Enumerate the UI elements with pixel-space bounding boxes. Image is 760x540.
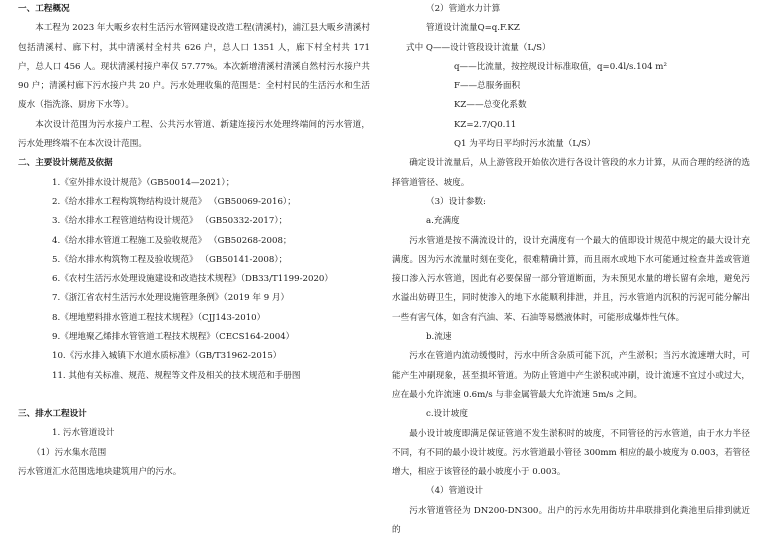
norm-item: 4.《给水排水管道工程施工及验收规范》 （GB50268-2008； [52,235,292,246]
norm-item: 2.《给水排水工程构筑物结构设计规范》 （GB50069-2016）； [52,196,296,207]
norm-item: 7.《浙江省农村生活污水处理设施管理条例》（2019 年 9 月） [52,293,290,304]
subsection-heading: （3）设计参数: [426,196,486,207]
formula-line: 式中 Q——设计管段设计流量（L/S） [406,42,551,53]
section-3-title: 三、排水工程设计 [18,408,87,419]
norm-item: 3.《给水排水工程管道结构设计规范》 （GB50332-2017）； [52,216,288,227]
body-text: 污水管道管径为 DN200-DN300。出户的污水先用街坊井串联排到化粪池里后排到就近的 [392,505,750,536]
norm-item: 6.《农村生活污水处理设施建设和改造技术规程》（DB33/T1199-2020） [52,274,333,285]
formula-line: 管道设计流量Q=q.F.KZ [426,23,520,34]
norm-item: 11. 其他有关标准、规范、规程等文件及相关的技术规范和手册图 [52,370,301,381]
body-text: 确定设计流量后，从上游管段开始依次进行各设计管段的水力计算，从而合理的经济的选择管道管径、坡度。 [392,158,750,188]
subsection-heading: （4）管道设计 [426,486,484,497]
section-1-paragraph-2: 本次设计范围为污水接户工程、公共污水管道、新建连接污水处理终端间的污水管道，污水处理终端不在本次设计范围。 [18,119,370,150]
norms-list [18,174,370,386]
body-text: 污水管道汇水范围选地块建筑用户的污水。 [18,466,182,477]
subsection-heading: a.充满度 [426,216,460,227]
formula-line: KZ——总变化系数 [454,100,527,111]
formula-line: Q1 为平均日平均时污水流量（L/S） [454,139,596,150]
subsection-heading: （1）污水集水范围 [32,447,107,458]
spacer [18,386,370,405]
body-text: 最小设计坡度即满足保证管道不发生淤积时的坡度，不同管径的污水管道，由于水力半径不同，有不同的最小设计坡度。污水管道最小管径 300mm 相应的最小坡度为 0.003，若管径增大，相应于该管径的最小坡度小于 0.003。 [392,428,750,478]
norm-item: 9.《埋地聚乙烯排水管管道工程技术规程》（CECS164-2004） [52,332,295,343]
body-text: 污水管道是按不满流设计的，设计充满度有一个最大的值即设计规范中规定的最大设计充满度。因为污水流量时刻在变化，很难精确计算，而且雨水或地下水可能通过检查井盖或管道接口渗入污水管道，因此有必要保留一部分管道断面，为未预见水量的增长留有余地，避免污水溢出妨碍卫生，同时使渗入的地下水能顺利排泄，并且，污水管道内沉积的污泥可能分解出一些有害气体，如含有汽油、苯、石油等易燃液体时，可能形成爆炸性气体。 [392,235,750,323]
norm-item: 1.《室外排水设计规范》（GB50014—2021）； [52,177,235,188]
subsection-heading: b.流速 [426,332,452,343]
left-column [18,0,370,482]
section-1-paragraph-1: 本工程为 2023 年大畈乡农村生活污水管网建设改造工程(清溪村)，浦江县大畈乡清溪村包括清溪村、廊下村，其中清溪村全村共 626 户，总人口 1351 人，廊下村全村共 171 户，总人口 456 人。现状清溪村接户率仅 57.77%。本次新增清溪村清溪自然村污水接户共 90 户；清溪村廊下污水接户共 20 户。污水处理收集的范围是：全村村民的生活污水和生活废水（指洗涤、厨房下水等）。 [18,23,371,111]
section-1-title: 一、工程概况 [18,4,70,14]
norm-item: 5.《给水排水构筑物工程及验收规范》 （GB50141-2008）； [52,254,288,265]
subsection-heading: （2）管道水力计算 [426,4,501,14]
right-column [392,0,750,540]
body-text: 污水在管道内流动缓慢时，污水中所含杂质可能下沉，产生淤积；当污水流速增大时，可能产生冲刷现象，甚至损坏管道。为防止管道中产生淤积或冲刷，设计流速不宜过小或过大，应在最小允许流速 0.6m/s 与非金属管最大允许流速 5m/s 之间。 [392,351,750,400]
norm-item: 10.《污水排入城镇下水道水质标准》（GB/T31962-2015） [52,351,282,362]
subsection-heading: 1. 污水管道设计 [52,428,115,439]
formula-line: q——比流量，按控规设计标准取值，q=0.4l/s.104 m² [454,61,667,72]
subsection-heading: c.设计坡度 [426,409,468,420]
norm-item: 8.《埋地塑料排水管道工程技术规程》（CJJ143-2010） [52,312,266,323]
formula-line: KZ=2.7/Q0.11 [454,119,517,130]
section-2-title: 二、主要设计规范及依据 [18,158,113,169]
formula-line: F——总服务面积 [454,81,521,92]
